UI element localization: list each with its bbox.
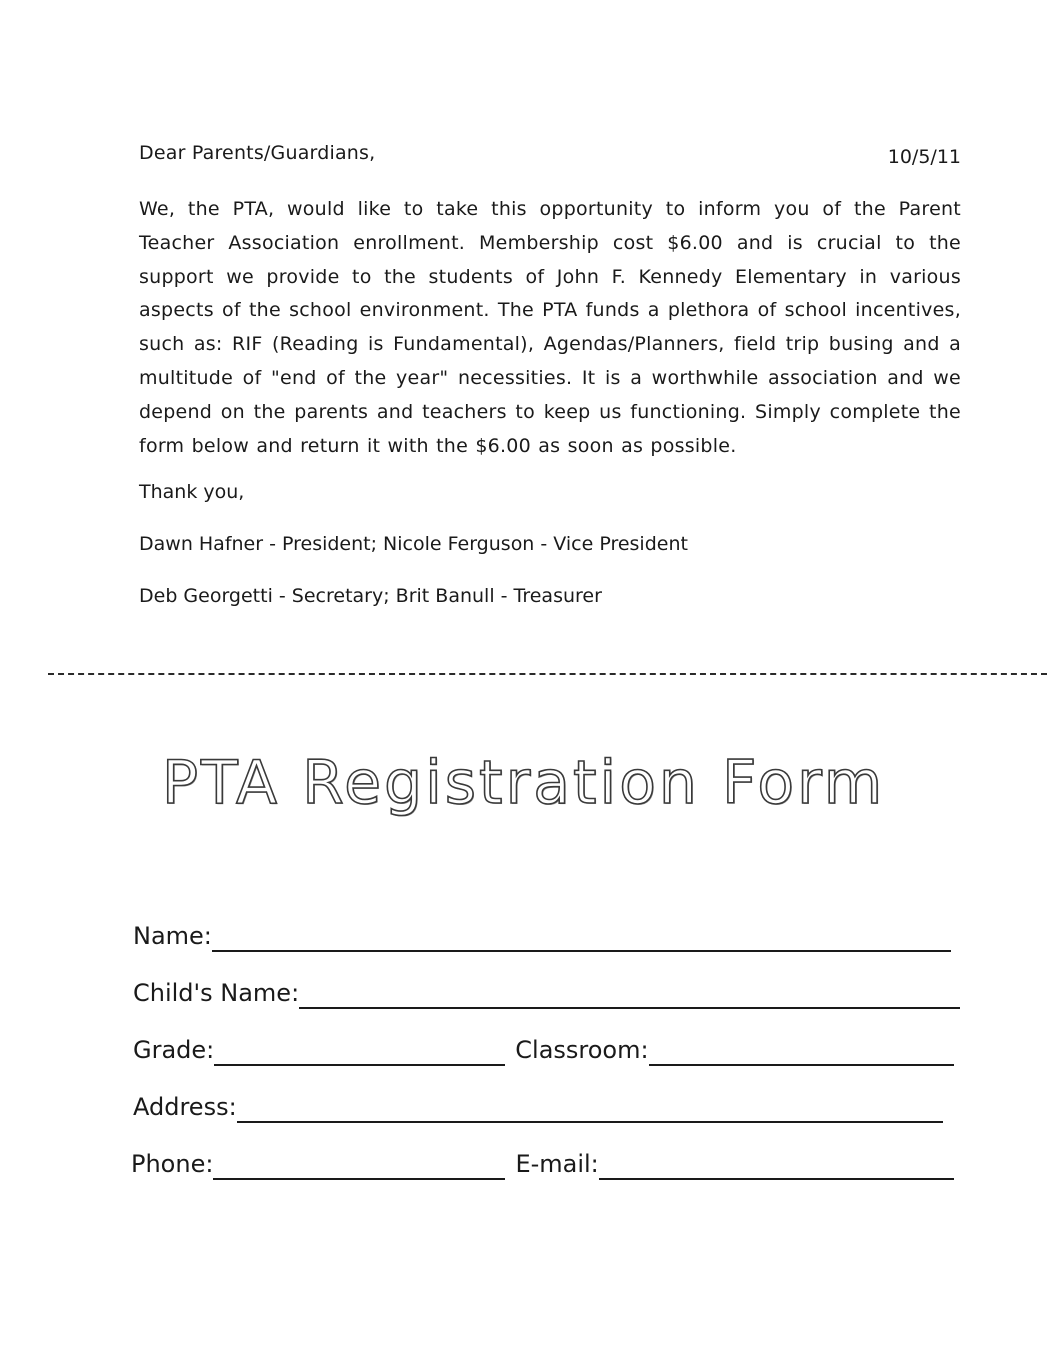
form-row-phone-email bbox=[131, 1150, 954, 1180]
phone-blank-line[interactable] bbox=[213, 1156, 505, 1180]
form-row-grade-classroom bbox=[133, 1036, 954, 1066]
address-label: Address: bbox=[133, 1093, 237, 1121]
form-row-child-name bbox=[133, 979, 960, 1009]
letter-greeting: Dear Parents/Guardians, bbox=[139, 142, 376, 164]
classroom-field[interactable] bbox=[515, 1036, 953, 1066]
signature-line-officers-1: Dawn Hafner - President; Nicole Ferguson - Vice President bbox=[139, 533, 688, 555]
classroom-label: Classroom: bbox=[515, 1036, 649, 1064]
name-blank-line[interactable] bbox=[212, 928, 951, 952]
cut-here-dashed-line bbox=[48, 673, 1047, 675]
grade-blank-line[interactable] bbox=[214, 1042, 505, 1066]
email-field[interactable] bbox=[515, 1150, 953, 1180]
address-field[interactable] bbox=[133, 1093, 943, 1123]
phone-label: Phone: bbox=[131, 1150, 214, 1178]
letter-date: 10/5/11 bbox=[887, 146, 961, 168]
name-field[interactable] bbox=[133, 922, 951, 952]
name-label: Name: bbox=[133, 922, 212, 950]
child-name-field[interactable] bbox=[133, 979, 960, 1009]
email-label: E-mail: bbox=[515, 1150, 599, 1178]
child-name-label: Child's Name: bbox=[133, 979, 300, 1007]
letter-closing: Thank you, bbox=[139, 481, 245, 503]
classroom-blank-line[interactable] bbox=[649, 1042, 954, 1066]
form-title: PTA Registration Form bbox=[161, 748, 886, 818]
phone-field[interactable] bbox=[131, 1150, 505, 1180]
form-row-name bbox=[133, 922, 951, 952]
form-row-address bbox=[133, 1093, 943, 1123]
child-name-blank-line[interactable] bbox=[299, 985, 960, 1009]
grade-field[interactable] bbox=[133, 1036, 505, 1066]
address-blank-line[interactable] bbox=[237, 1099, 943, 1123]
email-blank-line[interactable] bbox=[599, 1156, 954, 1180]
signature-line-officers-2: Deb Georgetti - Secretary; Brit Banull - Treasurer bbox=[139, 585, 602, 607]
letter-body: We, the PTA, would like to take this opportunity to inform you of the Parent Teacher Association enrollment. Membership cost $6.00 and is crucial to the support we provide to the students of John F. Kennedy Elementary in various aspects of the school environment. The PTA funds a plethora of school incentives, such as: RIF (Reading is Fundamental), Agendas/Planners, field trip busing and a multitude of "end of the year" necessities. It is a worthwhile association and we depend on the parents and teachers to keep us functioning. Simply complete the form below and return it with the $6.00 as soon as possible. bbox=[139, 198, 961, 457]
grade-label: Grade: bbox=[133, 1036, 215, 1064]
